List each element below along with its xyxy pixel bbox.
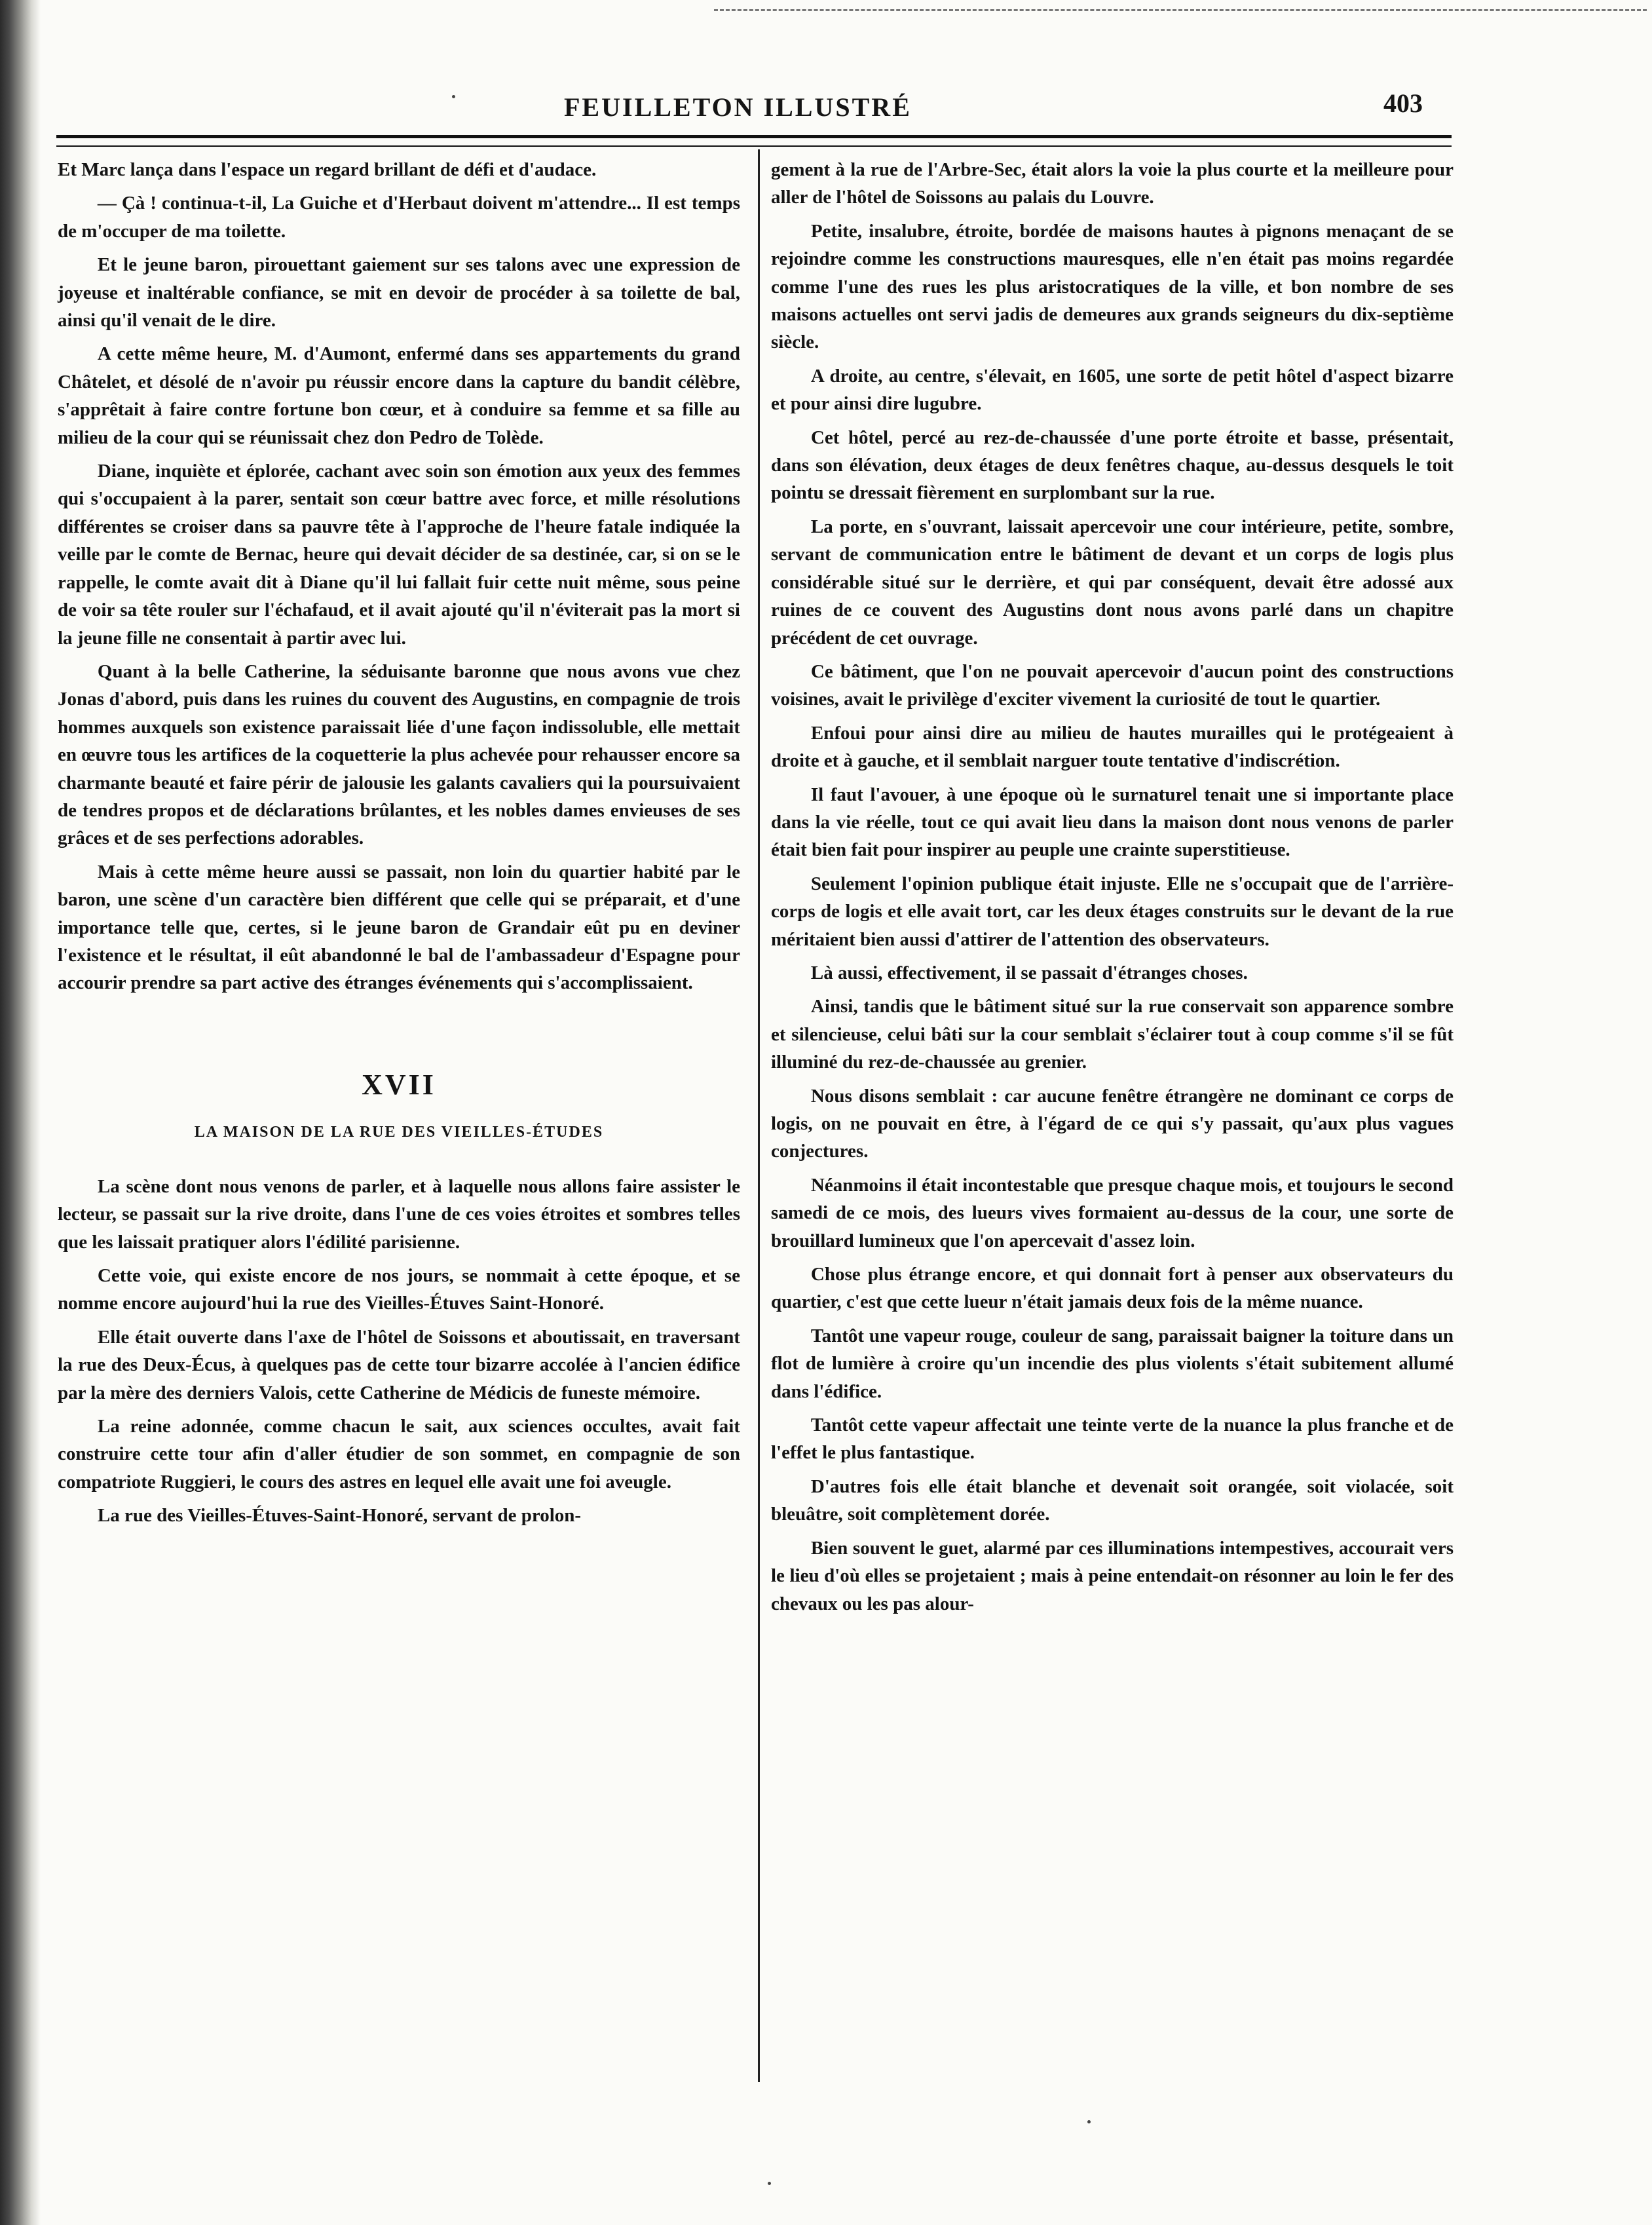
header-rule-thin: [56, 145, 1452, 147]
page-header: [56, 88, 1455, 127]
paragraph: La reine adonnée, comme chacun le sait, aux sciences occultes, avait fait construire cette tour afin d'aller étudier de son sommet, en compagnie de son compatriote Ruggieri, le cours des astres en lequel elle avait une foi aveugle.: [58, 1416, 740, 1493]
left-column: [58, 156, 740, 1536]
paragraph: — Çà ! continua-t-il, La Guiche et d'Herbaut doivent m'attendre... Il est temps de m'occuper de ma toilette.: [58, 193, 740, 242]
column-divider: [758, 149, 760, 2082]
paragraph: Ainsi, tandis que le bâtiment situé sur la rue conservait son apparence sombre et silencieuse, celui bâti sur la cour semblait s'éclairer tout à coup comme s'il se fût illuminé du rez-de-chaussée au grenier.: [771, 996, 1454, 1073]
top-edge-rule: [714, 9, 1647, 11]
paragraph: Seulement l'opinion publique était injuste. Elle ne s'occupait que de l'arrière-corps de logis et elle avait tort, car les deux étages construits sur le devant de la rue méritaient bien aussi d'attirer de l'attention des observateurs.: [771, 873, 1454, 950]
paragraph: Cette voie, qui existe encore de nos jours, se nommait à cette époque, et se nomme encore aujourd'hui la rue des Vieilles-Étuves Saint-Honoré.: [58, 1265, 740, 1314]
paragraph: Tantôt cette vapeur affectait une teinte verte de la nuance la plus franche et de l'effet le plus fantastique.: [771, 1415, 1454, 1464]
paragraph: A droite, au centre, s'élevait, en 1605, une sorte de petit hôtel d'aspect bizarre et pour ainsi dire lugubre.: [771, 365, 1454, 415]
paragraph: Il faut l'avouer, à une époque où le surnaturel tenait une si importante place dans la vie réelle, tout ce qui avait lieu dans la maison dont nous venons de parler était bien fait pour inspirer au peuple une crainte superstitieuse.: [771, 784, 1454, 861]
right-column: [771, 156, 1454, 1624]
paragraph: Petite, insalubre, étroite, bordée de maisons hautes à pignons menaçant de se rejoindre comme les constructions mauresques, elle n'en était pas moins regardée comme l'une des rues les plus aristocratiques de la ville, et bon nombre de ses maisons actuelles ont servi jadis de demeures aux grands seigneurs du dix-septième siècle.: [771, 220, 1454, 353]
paragraph: La porte, en s'ouvrant, laissait apercevoir une cour intérieure, petite, sombre, servant de communication entre le bâtiment de devant et un corps de logis plus considérable situé sur le derrière, et qui par conséquent, devait être adossé aux ruines de ce couvent des Augustins dont nous avons parlé dans un chapitre précédent de cet ouvrage.: [771, 516, 1454, 649]
running-title: FEUILLETON ILLUSTRÉ: [564, 92, 912, 122]
paragraph: Cet hôtel, percé au rez-de-chaussée d'une porte étroite et basse, présentait, dans son élévation, deux étages de deux fenêtres chaque, au-dessus desquels le toit pointu se dressait fièrement en surplombant sur la rue.: [771, 427, 1454, 504]
paragraph: gement à la rue de l'Arbre-Sec, était alors la voie la plus courte et la meilleure pour aller de l'hôtel de Soissons au palais du Louvre.: [771, 159, 1454, 208]
paragraph: Ce bâtiment, que l'on ne pouvait apercevoir d'aucun point des constructions voisines, avait le privilège d'exciter vivement la curiosité de tout le quartier.: [771, 660, 1454, 710]
print-speck: [1087, 2120, 1091, 2123]
paragraph: Là aussi, effectivement, il se passait d'étranges choses.: [810, 962, 1248, 983]
chapter-title: LA MAISON DE LA RUE DES VIEILLES-ÉTUDES: [194, 1123, 604, 1141]
paragraph: Néanmoins il était incontestable que presque chaque mois, et toujours le second samedi de ce mois, des lueurs vives formaient au-dessus de la cour, une sorte de brouillard lumineux que l'on apercevait d'assez loin.: [771, 1174, 1454, 1251]
paragraph: La rue des Vieilles-Étuves-Saint-Honoré, servant de prolon-: [97, 1505, 582, 1527]
page-number: 403: [1383, 88, 1423, 118]
paragraph: Et Marc lança dans l'espace un regard brillant de défi et d'audace.: [58, 159, 597, 180]
header-rule: [56, 135, 1452, 138]
paragraph: Et le jeune baron, pirouettant gaiement sur ses talons avec une expression de joyeuse et inaltérable confiance, se mit en devoir de procéder à sa toilette de bal, ainsi qu'il venait de le dire.: [58, 254, 740, 332]
paragraph: La scène dont nous venons de parler, et à laquelle nous allons faire assister le lecteur, se passait sur la rive droite, dans l'une de ces voies étroites et sombres telles que les laissait pratiquer alors l'édilité parisienne.: [58, 1175, 740, 1253]
paragraph: Tantôt une vapeur rouge, couleur de sang, paraissait baigner la toiture dans un flot de lumière à croire qu'un incendie des plus violents s'était subitement allumé dans l'édifice.: [771, 1325, 1454, 1402]
paragraph: Quant à la belle Catherine, la séduisante baronne que nous avons vue chez Jonas d'abord, puis dans les ruines du couvent des Augustins, en compagnie de trois hommes auxquels son existence paraissait liée d'une façon indissoluble, elle mettait en œuvre tous les artifices de la coquetterie la plus achevée pour rehausser encore sa charmante beauté et faire périr de jalousie les galants cavaliers qui la poursuivaient de tendres propos et de déclarations brûlantes, et les nobles dames envieuses de ses grâces et de ses perfections adorables.: [58, 660, 740, 849]
print-speck: [768, 2182, 771, 2185]
paragraph: Nous disons semblait : car aucune fenêtre étrangère ne dominant ce corps de logis, on ne pouvait en être, à l'égard de ce qui s'y passait, qu'aux plus vagues conjectures.: [771, 1085, 1454, 1162]
paragraph: Bien souvent le guet, alarmé par ces illuminations intempestives, accourait vers le lieu d'où elles se projetaient ; mais à peine entendait-on résonner au loin le fer des chevaux ou les pas alour-: [771, 1537, 1454, 1614]
paragraph: Diane, inquiète et éplorée, cachant avec soin son émotion aux yeux des femmes qui s'occupaient à la parer, sentait son cœur battre avec force, et mille résolutions différentes se croiser dans sa pauvre tête à l'approche de l'heure fatale indiquée la veille par le comte de Bernac, heure qui devait décider de sa destinée, car, si on se le rappelle, le comte avait dit à Diane qu'il lui fallait fuir cette nuit même, sous peine de voir sa tête rouler sur l'échafaud, et il avait ajouté qu'il n'éviterait pas la mort si la jeune fille ne consentait à partir avec lui.: [58, 461, 740, 649]
paragraph: Mais à cette même heure aussi se passait, non loin du quartier habité par le baron, une scène d'un caractère bien différent que celle qui se préparait, et d'une importance telle que, certes, si le jeune baron de Grandair eût pu en deviner l'existence et le résultat, il eût abandonné le bal de l'ambassadeur d'Espagne pour accourir prendre sa part active des étranges événements qui s'accomplissaient.: [58, 861, 740, 994]
paragraph: A cette même heure, M. d'Aumont, enfermé dans ses appartements du grand Châtelet, et désolé de n'avoir pu réussir encore dans la capture du bandit célèbre, s'apprêtait à faire contre fortune bon cœur, et à conduire sa femme et sa fille au milieu de la cour qui se réunissait chez don Pedro de Tolède.: [58, 343, 740, 448]
paragraph: D'autres fois elle était blanche et devenait soit orangée, soit violacée, soit bleuâtre, soit complètement dorée.: [771, 1475, 1454, 1525]
book-binding-edge: [0, 0, 41, 2225]
print-speck: [452, 95, 455, 98]
paragraph: Elle était ouverte dans l'axe de l'hôtel de Soissons et aboutissait, en traversant la rue des Deux-Écus, à quelques pas de cette tour bizarre accolée à l'ancien édifice par la mère des derniers Valois, cette Catherine de Médicis de funeste mémoire.: [58, 1326, 740, 1403]
chapter-number: XVII: [362, 1068, 436, 1101]
paragraph: Chose plus étrange encore, et qui donnait fort à penser aux observateurs du quartier, c'est que cette lueur n'était jamais deux fois de la même nuance.: [771, 1264, 1454, 1313]
paragraph: Enfoui pour ainsi dire au milieu de hautes murailles qui le protégeaient à droite et à gauche, et il semblait narguer toute tentative d'indiscrétion.: [771, 722, 1454, 772]
